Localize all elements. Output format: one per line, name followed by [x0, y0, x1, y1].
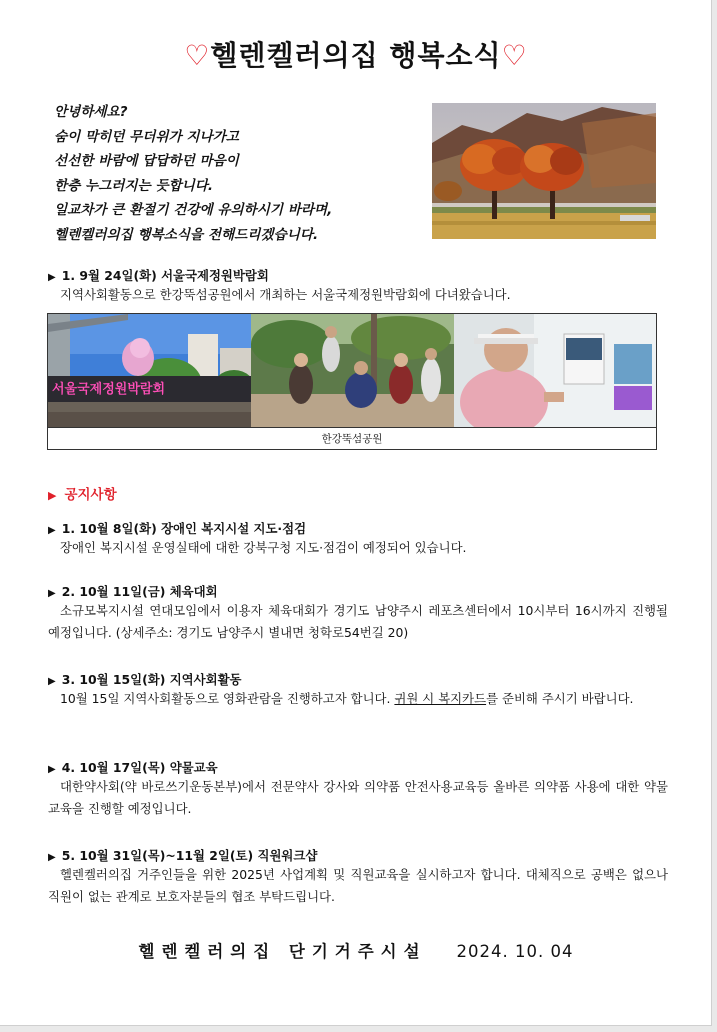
greeting-line: 한층 누그러지는 듯합니다.	[54, 177, 214, 194]
notice-body: 장애인 복지시설 운영실태에 대한 강북구청 지도·점검이 예정되어 있습니다.	[60, 540, 467, 555]
notice-item-3	[48, 670, 668, 710]
section-heading: ▶ 1. 9월 24일(화) 서울국제정원박람회	[48, 268, 269, 283]
footer-org: 헬렌켈러의집 단기거주시설	[138, 942, 427, 961]
greeting-line: 숨이 막히던 무더위가 지나가고	[54, 128, 239, 145]
notice-item-1	[48, 519, 668, 559]
notice-item-2	[48, 582, 668, 644]
section-garden-expo	[48, 266, 668, 306]
autumn-trees-photo	[432, 103, 656, 239]
notice-heading: ▶ 2. 10월 11일(금) 체육대회	[48, 584, 218, 599]
heart-icon: ♡	[501, 39, 528, 72]
heart-icon: ♡	[184, 39, 211, 72]
photo-caption: 한강뚝섬공원	[48, 427, 656, 449]
photo-strip	[47, 313, 657, 450]
notice-body: 소규모복지시설 연대모임에서 이용자 체육대회가 경기도 남양주시 레포츠센터에서 10시부터 16시까지 진행될 예정입니다. (상세주소: 경기도 남양주시 별내면 청학로54번길 20)	[48, 603, 668, 640]
notice-heading: ▶ 4. 10월 17일(목) 약물교육	[48, 760, 218, 775]
underlined-phrase: 귀원 시 복지카드	[394, 691, 487, 706]
triangle-marker-icon: ▶	[48, 588, 56, 599]
title-text: 헬렌켈러의집 행복소식	[210, 39, 502, 72]
triangle-marker-icon: ▶	[48, 489, 57, 502]
garden-sign-photo	[48, 314, 251, 427]
notice-section-title: ▶ 공지사항	[48, 487, 117, 503]
triangle-marker-icon: ▶	[48, 764, 56, 775]
notice-heading: ▶ 3. 10월 15일(화) 지역사회활동	[48, 672, 242, 687]
greeting-line: 선선한 바람에 답답하던 마음이	[54, 153, 239, 170]
notice-heading: ▶ 5. 10월 31일(목)~11월 2일(토) 직원워크샵	[48, 848, 318, 863]
greeting-line: 헬렌켈러의집 행복소식을 전해드리겠습니다.	[54, 226, 319, 243]
greeting-line: 일교차가 큰 환절기 건강에 유의하시기 바라며,	[54, 202, 333, 219]
page-title	[0, 34, 712, 74]
notice-body: 대한약사회(약 바로쓰기운동본부)에서 전문약사 강사와 의약품 안전사용교육등 올바른 의약품 사용에 대한 약물교육을 진행할 예정입니다.	[48, 779, 668, 816]
notice-item-5	[48, 846, 668, 908]
greeting-line: 안녕하세요?	[54, 104, 128, 120]
triangle-marker-icon: ▶	[48, 676, 56, 687]
triangle-marker-icon: ▶	[48, 852, 56, 863]
notice-body: 헬렌켈러의집 거주인들을 위한 2025년 사업계획 및 직원교육을 실시하고자 합니다. 대체직으로 공백은 없으나 직원이 없는 관계로 보호자분들의 협조 부탁드립니다.	[48, 867, 668, 904]
notice-item-4	[48, 758, 668, 820]
group-outing-photo	[251, 314, 454, 427]
section-body: 지역사회활동으로 한강뚝섬공원에서 개최하는 서울국제정원박람회에 다녀왔습니다.	[60, 287, 511, 302]
garden-sign-text: 서울국제정원박람회	[52, 382, 166, 397]
footer-date: 2024. 10. 04	[456, 942, 574, 961]
triangle-marker-icon: ▶	[48, 525, 56, 536]
greeting-text	[54, 100, 424, 248]
notice-heading: ▶ 1. 10월 8일(화) 장애인 복지시설 지도·점검	[48, 521, 307, 536]
kiosk-photo	[454, 314, 656, 427]
footer-signature	[0, 938, 712, 962]
triangle-marker-icon: ▶	[48, 272, 56, 283]
notice-body: 10월 15일 지역사회활동으로 영화관람을 진행하고자 합니다. 귀원 시 복지카드를 준비해 주시기 바랍니다.	[60, 691, 634, 706]
